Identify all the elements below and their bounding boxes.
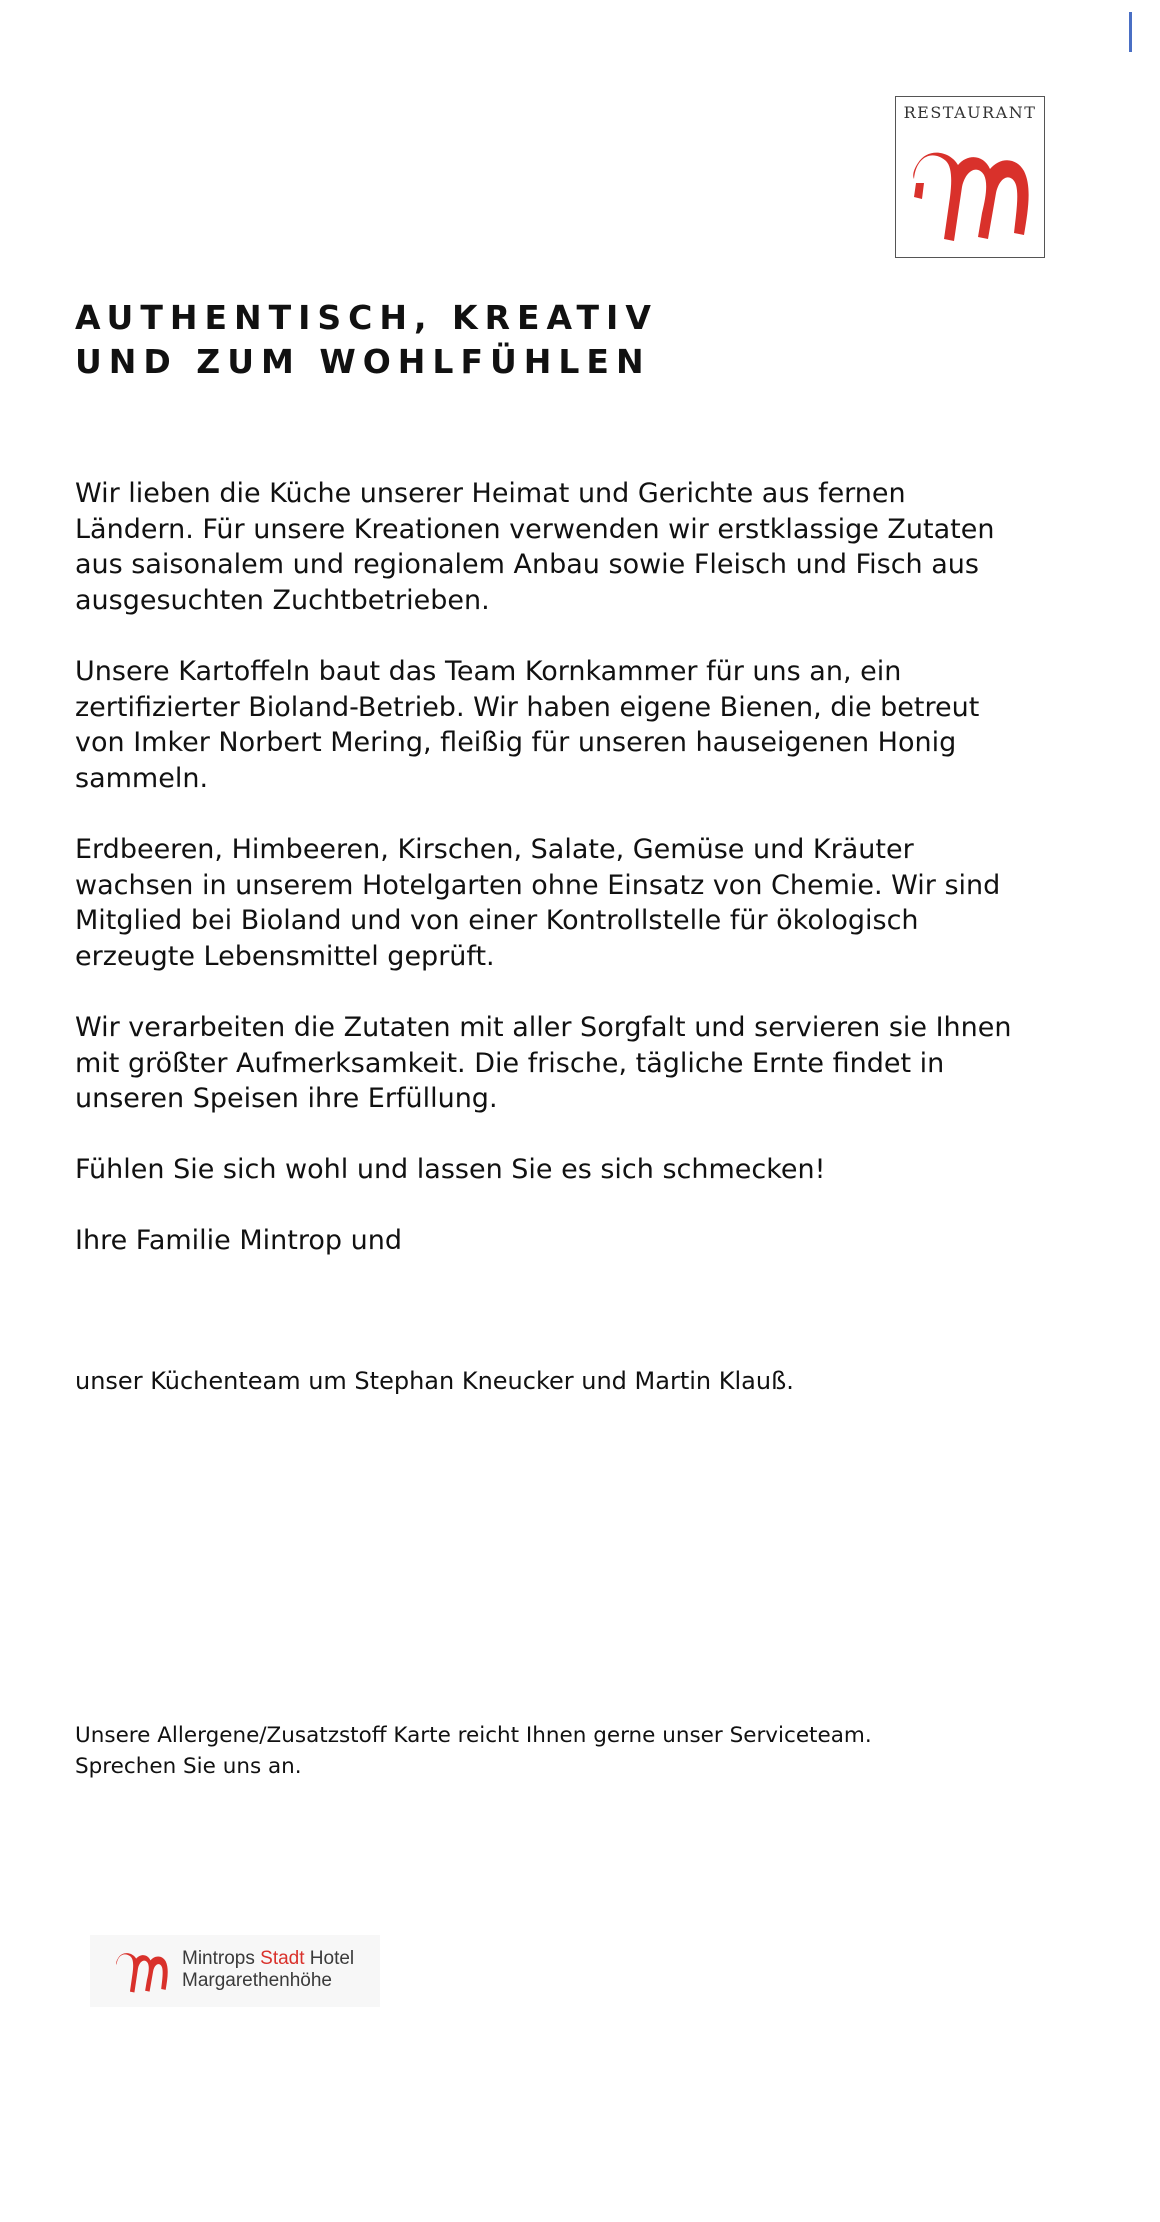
kitchen-team-signature: unser Küchenteam um Stephan Kneucker und Martin Klauß. [75, 1367, 794, 1395]
paragraph: Ihre Familie Mintrop und [75, 1225, 402, 1257]
paragraph: Wir lieben die Küche unserer Heimat und Gerichte aus fernen Ländern. Für unsere Kreationen verwenden wir erstklassige Zutaten aus saisonalem und regionalem Anbau sowie Fleisch und Fisch aus ausgesuchten Zuchtbetrieben. [75, 478, 995, 616]
logo-label: RESTAURANT [903, 103, 1037, 122]
headline-line-2: UND ZUM WOHLFÜHLEN [75, 342, 651, 381]
page-headline [75, 296, 658, 384]
allergen-note: Unsere Allergene/Zusatzstoff Karte reicht Ihnen gerne unser Serviceteam. Sprechen Sie uns an. [75, 1723, 872, 1779]
m-monogram-icon [906, 139, 1036, 251]
paragraph: Fühlen Sie sich wohl und lassen Sie es sich schmecken! [75, 1154, 826, 1186]
paragraph: Wir verarbeiten die Zutaten mit aller Sorgfalt und servieren sie Ihnen mit größter Aufmerksamkeit. Die frische, tägliche Ernte findet in unseren Speisen ihre Erfüllung. [75, 1011, 1012, 1115]
paragraph: Erdbeeren, Himbeeren, Kirschen, Salate, Gemüse und Kräuter wachsen in unserem Hotelgarten ohne Einsatz von Chemie. Wir sind Mitglied bei Bioland und von einer Kontrollstelle für ökologisch erzeugte Lebensmittel geprüft. [75, 833, 1001, 972]
hotel-name-word: Hotel [309, 1948, 355, 1969]
hotel-name-line-2: Margarethenhöhe [182, 1970, 332, 1991]
m-monogram-icon [110, 1947, 174, 1997]
hotel-name-line-1 [182, 1948, 354, 1970]
hotel-name-accent-word: Stadt [260, 1948, 305, 1969]
restaurant-logo [895, 96, 1045, 258]
hotel-name-word: Mintrops [182, 1948, 255, 1969]
intro-text [75, 476, 1085, 1295]
paragraph: Unsere Kartoffeln baut das Team Kornkammer für uns an, ein zertifizierter Bioland-Betrieb. Wir haben eigene Bienen, die betreut von Imker Norbert Mering, fleißig für unseren hauseigenen Honig sammeln. [75, 655, 980, 794]
headline-line-1: AUTHENTISCH, KREATIV [75, 298, 658, 337]
text-cursor-mark [1129, 12, 1132, 52]
hotel-logo [90, 1935, 380, 2007]
